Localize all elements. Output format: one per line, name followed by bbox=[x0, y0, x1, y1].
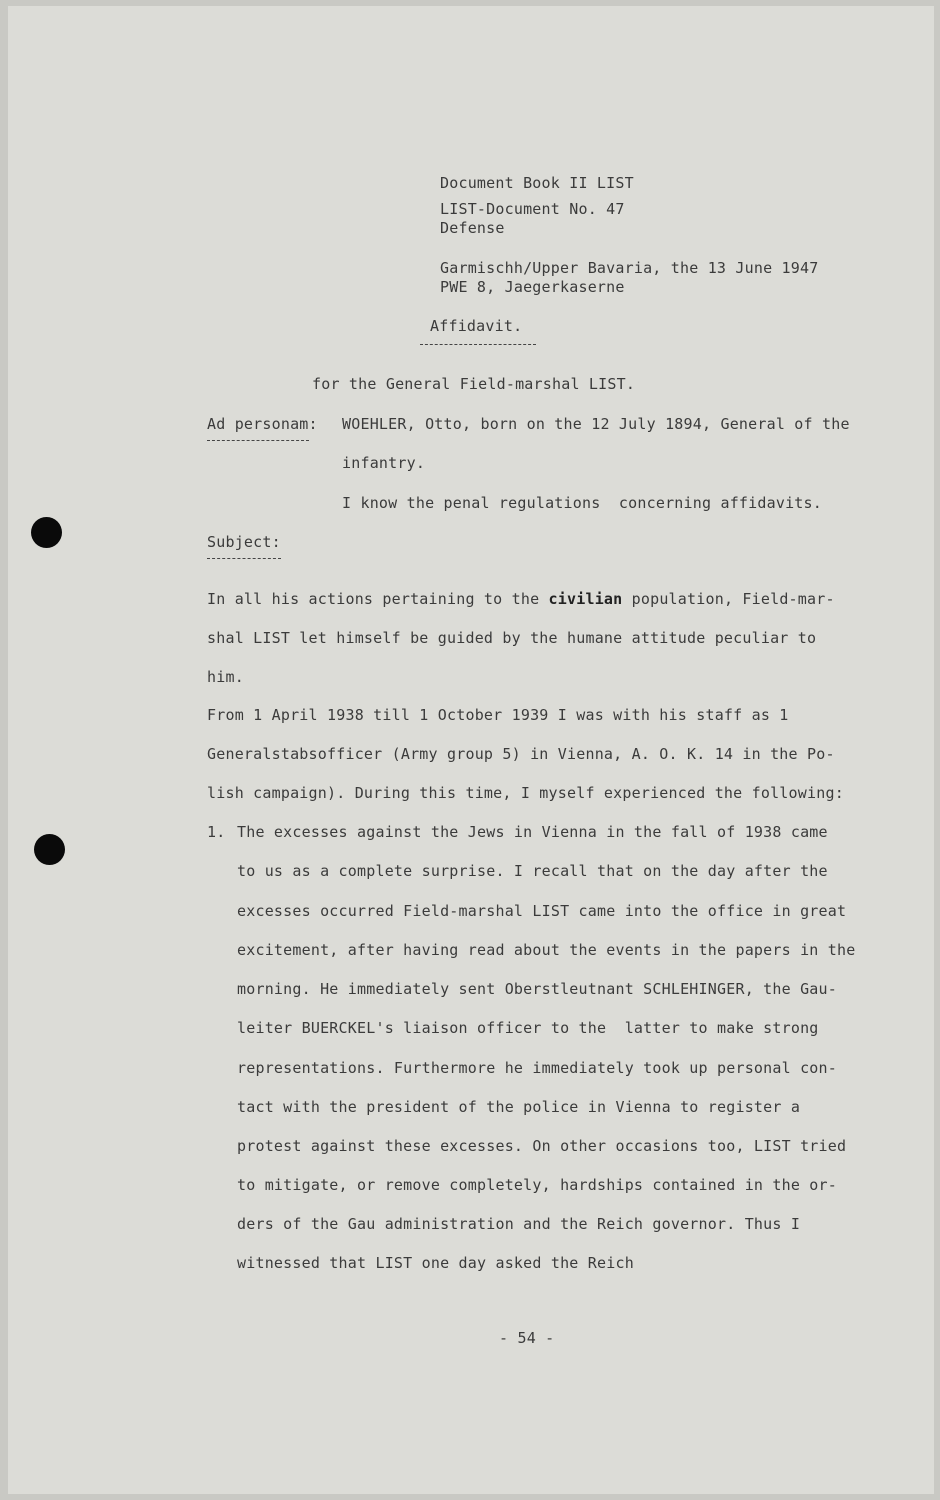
header-doc-book: Document Book II LIST bbox=[440, 174, 634, 192]
subject-label: Subject: bbox=[207, 533, 281, 551]
document-page bbox=[8, 6, 934, 1494]
item-line-6: leiter BUERCKEL's liaison officer to the latter to make strong bbox=[237, 1019, 819, 1037]
item-line-2: to us as a complete surprise. I recall that on the day after the bbox=[237, 862, 828, 880]
punch-hole-top bbox=[31, 517, 62, 548]
body-line-6: lish campaign). During this time, I myself experienced the following: bbox=[207, 784, 844, 802]
header-defense: Defense bbox=[440, 219, 505, 237]
page-number: - 54 - bbox=[499, 1329, 555, 1347]
item-line-8: tact with the president of the police in Vienna to register a bbox=[237, 1098, 801, 1116]
item-line-5: morning. He immediately sent Oberstleutnant SCHLEHINGER, the Gau- bbox=[237, 980, 837, 998]
document-title: Affidavit. bbox=[430, 317, 523, 335]
body-line-1: In all his actions pertaining to the civilian population, Field-mar- bbox=[207, 590, 835, 608]
ad-personam-underline bbox=[207, 440, 309, 441]
ad-personam-text: WOEHLER, Otto, born on the 12 July 1894, General of the bbox=[342, 415, 850, 433]
punch-hole-bottom bbox=[34, 834, 65, 865]
body-line-2: shal LIST let himself be guided by the humane attitude peculiar to bbox=[207, 629, 817, 647]
ad-personam-text-cont: infantry. bbox=[342, 454, 426, 472]
header-location: PWE 8, Jaegerkaserne bbox=[440, 278, 625, 296]
item-line-9: protest against these excesses. On other occasions too, LIST tried bbox=[237, 1137, 847, 1155]
subject-underline bbox=[207, 558, 281, 559]
header-place-date: Garmischh/Upper Bavaria, the 13 June 1947 bbox=[440, 259, 819, 277]
item-line-12: witnessed that LIST one day asked the Reich bbox=[237, 1254, 634, 1272]
title-underline bbox=[420, 344, 536, 345]
ad-personam-label: Ad personam: bbox=[207, 415, 318, 433]
header-doc-number: LIST-Document No. 47 bbox=[440, 200, 625, 218]
for-line: for the General Field-marshal LIST. bbox=[312, 375, 636, 393]
knowledge-statement: I know the penal regulations concerning affidavits. bbox=[342, 494, 822, 512]
item-line-11: ders of the Gau administration and the Reich governor. Thus I bbox=[237, 1215, 801, 1233]
item-line-3: excesses occurred Field-marshal LIST came into the office in great bbox=[237, 902, 847, 920]
item-line-10: to mitigate, or remove completely, hardships contained in the or- bbox=[237, 1176, 837, 1194]
body-line-3: him. bbox=[207, 668, 244, 686]
list-item-number: 1. bbox=[207, 823, 226, 841]
item-line-7: representations. Furthermore he immediately took up personal con- bbox=[237, 1059, 837, 1077]
item-line-1: The excesses against the Jews in Vienna in the fall of 1938 came bbox=[237, 823, 828, 841]
item-line-4: excitement, after having read about the events in the papers in the bbox=[237, 941, 856, 959]
body-line-4: From 1 April 1938 till 1 October 1939 I was with his staff as 1 bbox=[207, 706, 789, 724]
body-line-5: Generalstabsofficer (Army group 5) in Vienna, A. O. K. 14 in the Po- bbox=[207, 745, 835, 763]
